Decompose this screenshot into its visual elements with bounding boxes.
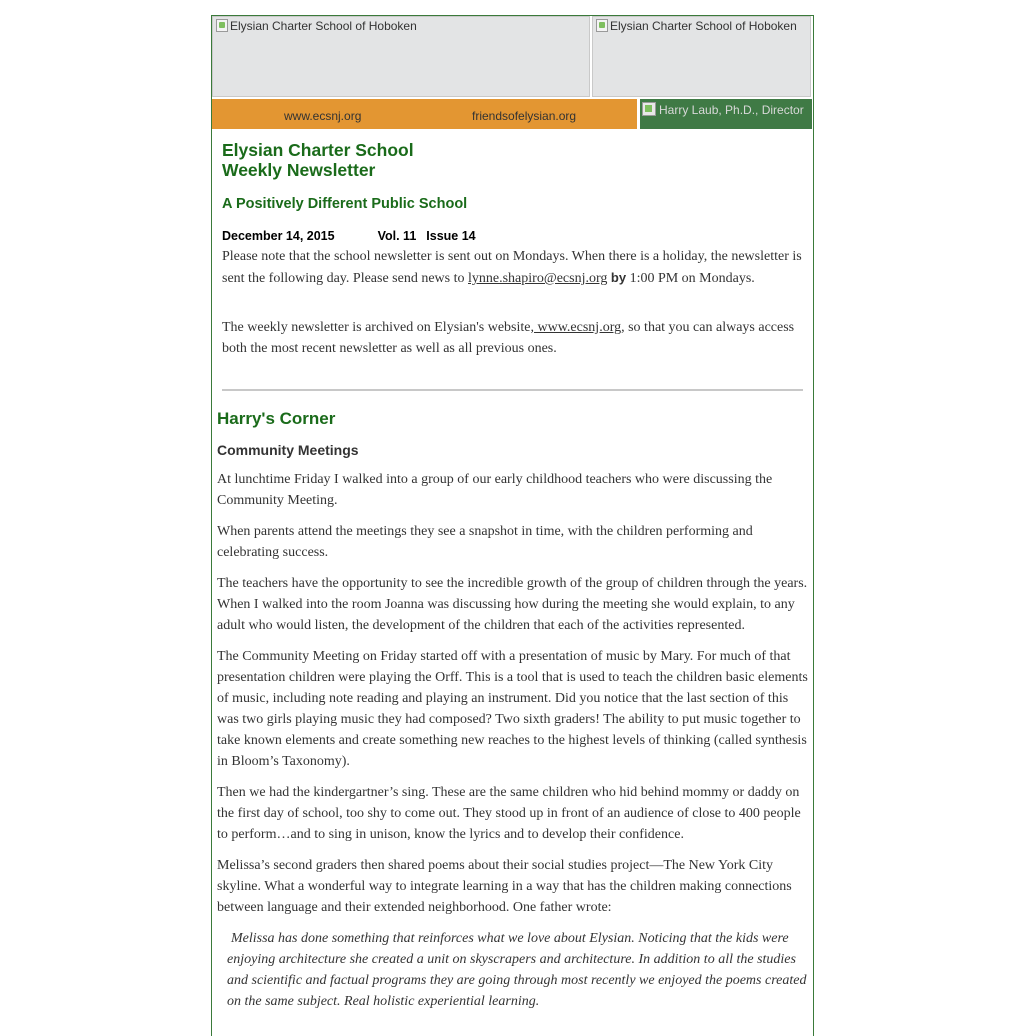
banner-image-left [212,16,590,97]
by-label: by [610,270,627,285]
section-divider [222,389,803,391]
intro-text-after: 1:00 PM on Mondays. [626,271,755,286]
newsletter-title [222,140,414,180]
article-paragraph: Melissa’s second graders then shared poems about their social studies project—The New York City skyline. What a wonderful way to integrate learning in a way that has the children making connections between language and their extended neighborhood. One father wrote: [217,858,792,915]
issue-dateline [222,229,476,243]
intro-text: Please note that the school newsletter is sent out on Mondays. When there is a holiday, the newsletter is sent the following day. Please send news to [222,249,802,286]
title-line-1: Elysian Charter School [222,140,414,160]
email-link[interactable]: lynne.shapiro@ecsnj.org [468,271,608,286]
issue-volume: Vol. 11 [377,229,417,243]
banner-image-right [592,16,811,97]
archive-paragraph [222,317,804,359]
issue-date: December 14, 2015 [222,229,335,243]
issue-number: Issue 14 [426,229,476,243]
banner-right-alt: Elysian Charter School of Hoboken [610,19,797,33]
broken-image-icon [216,19,228,32]
tagline: A Positively Different Public School [222,196,468,212]
article-paragraph: The Community Meeting on Friday started off with a presentation of music by Mary. For much of that presentation children were playing the Orff. This is a tool that is used to teach the children basic elements of music, including note reading and playing an instrument. Did you notice that the last section of this was two girls playing music they had composed? Two sixth graders! The ability to put music together to take known elements and create something new reaches to the highest levels of thinking (called synthesis in Bloom’s Taxonomy). [217,649,808,769]
friends-website-link[interactable]: friendsofelysian.org [472,109,577,123]
school-website-link[interactable]: www.ecsnj.org [284,109,362,123]
archive-site-link[interactable]: www.ecsnj.org [534,320,622,335]
article-paragraph: At lunchtime Friday I walked into a group of our early childhood teachers who were discussing the Community Meeting. [217,472,773,508]
harrys-corner-title: Harry's Corner [217,409,336,428]
director-image [640,99,812,129]
archive-text-after: , so that you can always access both the most recent newsletter as well as all previous ones. [222,320,795,356]
newsletter-frame [211,15,814,1036]
broken-image-icon [596,19,608,32]
article-paragraph: Then we had the kindergartner’s sing. These are the same children who hid behind mommy or daddy on the first day of school, too shy to come out. They stood up in front of an audience of close to 400 people to perform…and to sing in unison, know the lyrics and to develop their confidence. [217,785,801,842]
director-alt: Harry Laub, Ph.D., Director [659,103,804,117]
archive-text: The weekly newsletter is archived on Elysian's website, [222,320,534,335]
community-meetings-subtitle: Community Meetings [217,442,359,458]
title-line-2: Weekly Newsletter [222,160,376,180]
article-paragraph: When parents attend the meetings they see a snapshot in time, with the children performing and celebrating success. [217,524,753,560]
links-bar [212,99,637,129]
father-quote: Melissa has done something that reinforces what we love about Elysian. Noticing that the kids were enjoying architecture she created a unit on skyscrapers and architecture. In addition to all the studies and scientific and factual programs they are going through most recently we enjoyed the poems created on the same subject. Real holistic experiential learning. [227,931,807,1009]
banner-left-alt: Elysian Charter School of Hoboken [230,19,417,33]
article-body [217,469,809,1012]
broken-image-icon [642,102,656,116]
intro-paragraph [222,246,804,289]
article-paragraph: The teachers have the opportunity to see the incredible growth of the group of children through the years. When I walked into the room Joanna was discussing how during the meeting she would explain, to any adult who would listen, the development of the children that each of the activities represented. [217,576,808,633]
